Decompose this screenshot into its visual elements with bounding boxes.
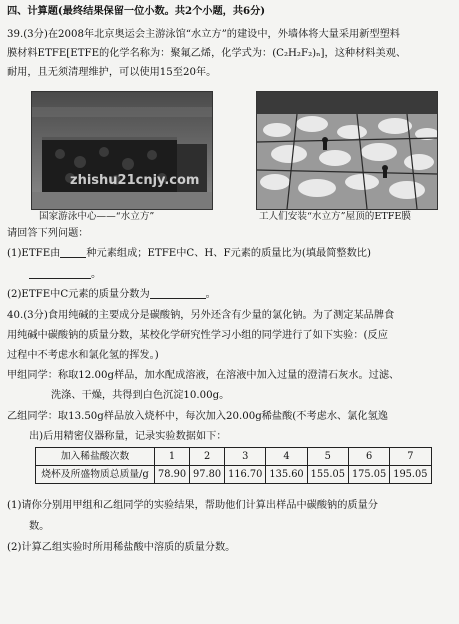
q39-part-1-start: (1)ETFE由 (7, 248, 61, 259)
q39-part-1 (7, 247, 371, 261)
table-cell: 1 (155, 448, 190, 466)
q39-part-1-end: 种元素组成；ETFE中C、H、F元素的质量比为(填最简整数比) (86, 248, 371, 259)
table-row-label: 加入稀盐酸次数 (36, 448, 155, 466)
table-cell: 78.90 (155, 466, 190, 484)
answer-blank-element-count[interactable] (60, 247, 86, 258)
q39-line-3: 耐用，且无须清理维护，可以使用15至20年。 (7, 67, 217, 78)
table-cell: 195.05 (390, 466, 431, 484)
q40-yi-line-1: 乙组同学：取13.50g样品放入烧杯中，每次加入20.00g稀盐酸(不考虑水、氯化氢逸 (7, 411, 388, 422)
table-cell: 6 (348, 448, 389, 466)
etfe-roof-photo (256, 91, 438, 210)
exam-page (7, 5, 453, 619)
caption-water-cube: 国家游泳中心——“水立方” (39, 211, 155, 222)
table-cell: 4 (266, 448, 307, 466)
q40-line-2: 用纯碱中碳酸钠的质量分数，某校化学研究性学习小组的同学进行了如下实验：(反应 (7, 330, 388, 341)
q39-part-2-text: (2)ETFE中C元素的质量分数为 (7, 289, 150, 300)
table-cell: 155.05 (307, 466, 348, 484)
table-cell: 7 (390, 448, 431, 466)
answer-blank-carbon-fraction[interactable] (150, 288, 206, 299)
table-cell: 2 (190, 448, 225, 466)
q40-jia-line-2: 洗涤、干燥，共得到白色沉淀10.00g。 (51, 390, 230, 401)
q39-part-1-answer-line (29, 268, 101, 282)
q39-part-2 (7, 288, 216, 302)
table-cell: 97.80 (190, 466, 225, 484)
q40-sub-1-line-1: (1)请你分别用甲组和乙组同学的实验结果，帮助他们计算出样品中碳酸钠的质量分 (7, 500, 378, 511)
q39-prompt: 请回答下列问题： (7, 228, 89, 239)
water-cube-photo (31, 91, 213, 210)
table-cell: 5 (307, 448, 348, 466)
table-cell: 116.70 (225, 466, 266, 484)
answer-blank-mass-ratio[interactable] (29, 268, 91, 279)
table-cell: 135.60 (266, 466, 307, 484)
table-cell: 3 (225, 448, 266, 466)
q40-sub-2: (2)计算乙组实验时所用稀盐酸中溶质的质量分数。 (7, 542, 236, 553)
table-row-total-mass (36, 466, 432, 484)
experiment-data-table (35, 447, 432, 484)
q40-sub-1-line-2: 数。 (29, 521, 50, 532)
q39-part-2-period: 。 (205, 289, 216, 300)
etfe-roof-image (257, 92, 437, 209)
q40-jia-line-1: 甲组同学：称取12.00g样品，加水配成溶液，在溶液中加入过量的澄清石灰水。过滤、 (7, 370, 400, 381)
table-row-acid-count (36, 448, 432, 466)
table-cell: 175.05 (348, 466, 389, 484)
q40-line-3: 过程中不考虑水和氯化氢的挥发。) (7, 350, 159, 361)
water-cube-image (32, 92, 212, 209)
q40-yi-line-2: 出)后用精密仪器称量，记录实验数据如下： (29, 431, 227, 442)
q39-line-1: 39.(3分)在2008年北京奥运会主游泳馆“水立方”的建设中，外墙体将大量采用新型塑料 (7, 29, 400, 40)
q39-line-2: 膜材料ETFE[ETFE的化学名称为：聚氟乙烯，化学式为：(C₂H₂F₂)ₙ]，这种材料美观、 (7, 48, 407, 59)
table-row-label: 烧杯及所盛物质总质量/g (36, 466, 155, 484)
photo-watermark: zhishu21cnjy.com (70, 173, 200, 188)
caption-etfe-roof: 工人们安装“水立方”屋顶的ETFE膜 (259, 211, 411, 222)
q40-line-1: 40.(3分)食用纯碱的主要成分是碳酸钠，另外还含有少量的氯化钠。为了测定某品牌食 (7, 310, 395, 321)
section-title: 四、计算题(最终结果保留一位小数。共2个小题，共6分) (7, 5, 266, 17)
q39-part-1-period: 。 (91, 269, 102, 280)
